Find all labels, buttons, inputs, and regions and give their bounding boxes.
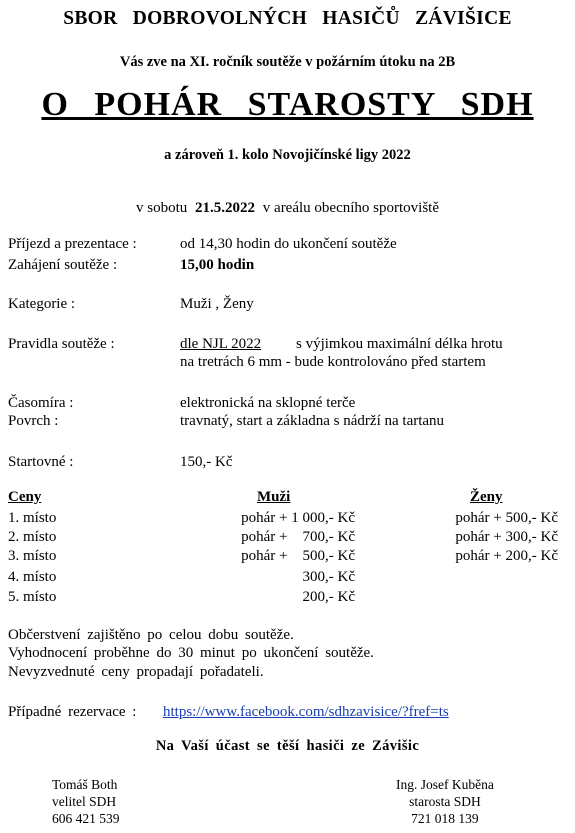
start-label: Zahájení soutěže : (8, 257, 118, 273)
surface-value: travnatý, start a základna s nádrží na tartanu (180, 413, 445, 429)
timing-value: elektronická na sklopné terče (180, 395, 356, 411)
signature-left-name: Tomáš Both (52, 777, 118, 792)
prize-place-3: 3. místo (8, 548, 57, 564)
start-value: 15,00 hodin (180, 257, 255, 273)
event-location: v areálu obecního sportoviště (262, 200, 439, 216)
prize-place-4: 4. místo (8, 569, 57, 585)
surface-label: Povrch : (8, 413, 59, 429)
arrival-value: od 14,30 hodin do ukončení soutěže (180, 236, 397, 252)
timing-label: Časomíra : (8, 395, 74, 411)
subtitle-line: a zároveň 1. kolo Novojičínské ligy 2022 (164, 147, 411, 163)
prizes-header: Ceny (8, 489, 42, 505)
date-prefix: v sobotu (136, 200, 188, 216)
fee-value: 150,- Kč (180, 454, 233, 470)
organizer-heading: SBOR DOBROVOLNÝCH HASIČŮ ZÁVIŠICE (63, 8, 512, 29)
note-refreshments: Občerstvení zajištěno po celou dobu soutěže. (8, 627, 294, 643)
rules-text-1: s výjimkou maximální délka hrotu (296, 336, 503, 352)
reservation-label: Případné rezervace : (8, 704, 137, 720)
reservation-link[interactable]: https://www.facebook.com/sdhzavisice/?fref=ts (163, 704, 449, 720)
arrival-label: Příjezd a prezentace : (8, 236, 137, 252)
prize-men-5: 200,- Kč (302, 589, 355, 605)
men-header: Muži (257, 489, 291, 505)
prize-women-2: pohár + 300,- Kč (455, 529, 558, 545)
signature-right-phone: 721 018 139 (411, 811, 479, 826)
prize-men-4: 300,- Kč (302, 569, 355, 585)
rules-text-2: na tretrách 6 mm - bude kontrolováno před startem (180, 354, 486, 370)
signature-left-role: velitel SDH (52, 794, 117, 809)
prize-men-1: pohár + 1 000,- Kč (241, 510, 355, 526)
page-title: O POHÁR STAROSTY SDH (41, 86, 534, 123)
prize-men-2: pohár + 700,- Kč (241, 529, 355, 545)
signature-right-role: starosta SDH (409, 794, 481, 809)
prize-women-3: pohár + 200,- Kč (455, 548, 558, 564)
rules-label: Pravidla soutěže : (8, 336, 115, 352)
category-label: Kategorie : (8, 296, 76, 312)
signature-right (396, 776, 494, 827)
prize-place-1: 1. místo (8, 510, 57, 526)
event-date: 21.5.2022 (195, 200, 256, 216)
prize-men-3: pohár + 500,- Kč (241, 548, 355, 564)
signature-left-phone: 606 421 539 (52, 811, 120, 826)
note-results: Vyhodnocení proběhne do 30 minut po ukončení soutěže. (8, 645, 374, 661)
event-date-line (0, 200, 575, 217)
note-unclaimed: Nevyzvednuté ceny propadají pořadateli. (8, 664, 264, 680)
signature-right-name: Ing. Josef Kuběna (396, 777, 494, 792)
category-value: Muži , Ženy (180, 296, 254, 312)
invitation-line: Vás zve na XI. ročník soutěže v požárním útoku na 2B (119, 54, 456, 70)
women-header: Ženy (470, 489, 503, 505)
rules-link[interactable]: dle NJL 2022 (180, 336, 262, 352)
prize-place-5: 5. místo (8, 589, 57, 605)
prize-place-2: 2. místo (8, 529, 57, 545)
fee-label: Startovné : (8, 454, 74, 470)
prize-women-1: pohár + 500,- Kč (455, 510, 558, 526)
closing-line: Na Vaší účast se těší hasiči ze Závišic (155, 738, 420, 754)
signature-left (52, 776, 120, 827)
